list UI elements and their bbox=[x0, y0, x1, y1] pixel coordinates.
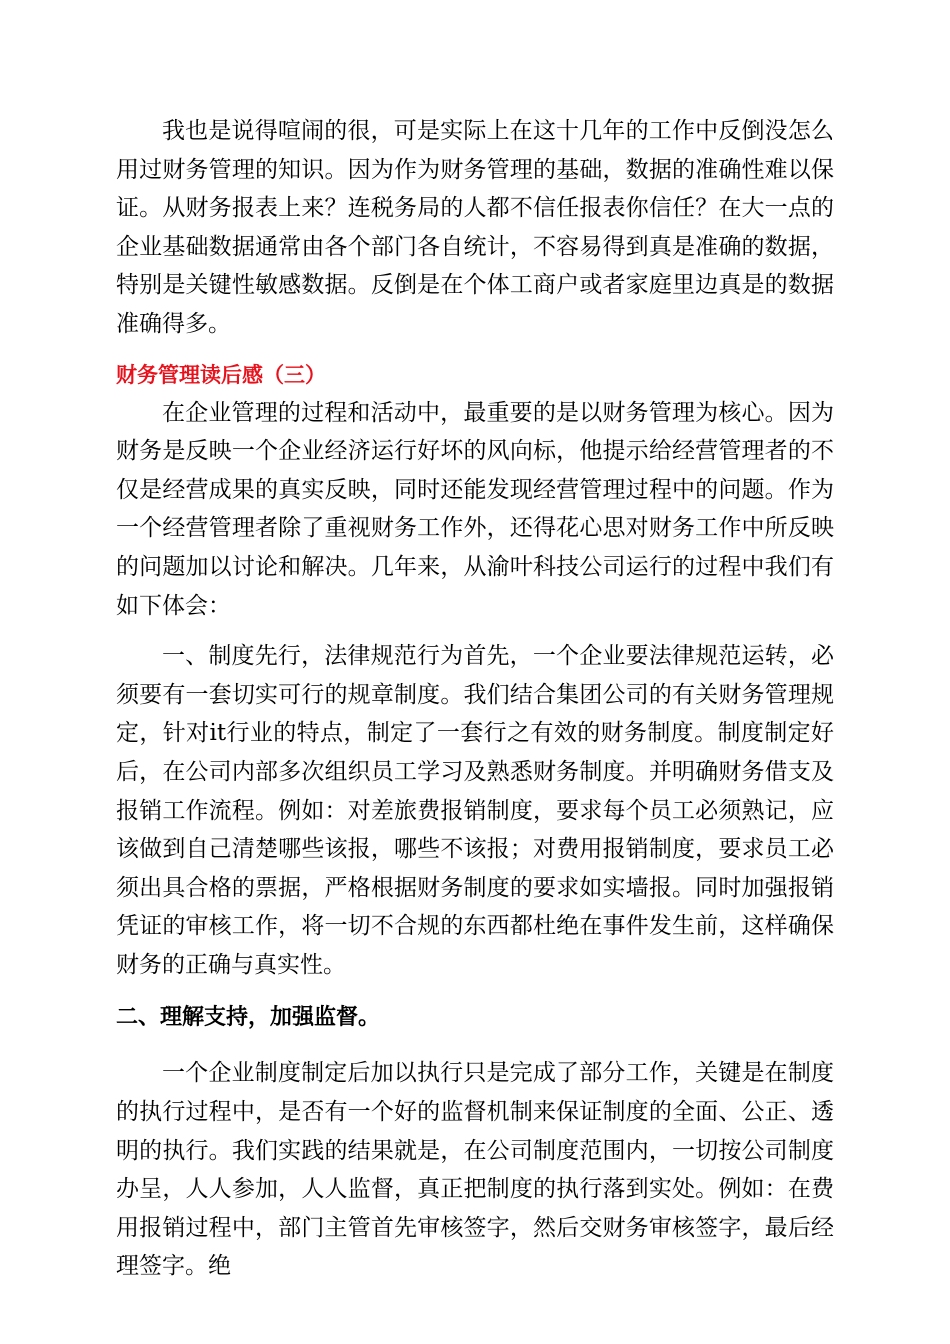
paragraph-supervision: 一个企业制度制定后加以执行只是完成了部分工作，关键是在制度的执行过程中，是否有一个好的监督机制来保证制度的全面、公正、透明的执行。我们实践的结果就是，在公司制度范围内，一切按公司制度办呈，人人参加，人人监督，真正把制度的执行落到实处。例如：在费用报销过程中，部门主管首先审核签字，然后交财务审核签字，最后经理签字。绝 bbox=[116, 1060, 834, 1280]
document-body bbox=[116, 112, 834, 1286]
paragraph-system-first: 一、制度先行，法律规范行为首先，一个企业要法律规范运转，必须要有一套切实可行的规章制度。我们结合集团公司的有关财务管理规定，针对it行业的特点，制定了一套行之有效的财务制度。制度制定好后，在公司内部多次组织员工学习及熟悉财务制度。并明确财务借支及报销工作流程。例如：对差旅费报销制度，要求每个员工必须熟记，应该做到自己清楚哪些该报，哪些不该报；对费用报销制度，要求员工必须出具合格的票据，严格根据财务制度的要求如实墙报。同时加强报销凭证的审核工作，将一切不合规的东西都杜绝在事件发生前，这样确保财务的正确与真实性。 bbox=[116, 643, 834, 978]
paragraph-intro: 我也是说得喧闹的很，可是实际上在这十几年的工作中反倒没怎么用过财务管理的知识。因为作为财务管理的基础，数据的准确性难以保证。从财务报表上来？连税务局的人都不信任报表你信任？在大一点的企业基础数据通常由各个部门各自统计，不容易得到真是准确的数据，特别是关键性敏感数据。反倒是在个体工商户或者家庭里边真是的数据准确得多。 bbox=[116, 118, 834, 337]
subheading-supervision: 二、理解支持，加强监督。 bbox=[116, 1005, 381, 1031]
paragraph-finance-core: 在企业管理的过程和活动中，最重要的是以财务管理为核心。因为财务是反映一个企业经济运行好坏的风向标，他提示给经营管理者的不仅是经营成果的真实反映，同时还能发现经营管理过程中的问题。作为一个经营管理者除了重视财务工作外，还得花心思对财务工作中所反映的问题加以讨论和解决。几年来，从渝叶科技公司运行的过程中我们有如下体会： bbox=[116, 399, 834, 619]
section-title: 财务管理读后感（三） bbox=[116, 362, 326, 387]
